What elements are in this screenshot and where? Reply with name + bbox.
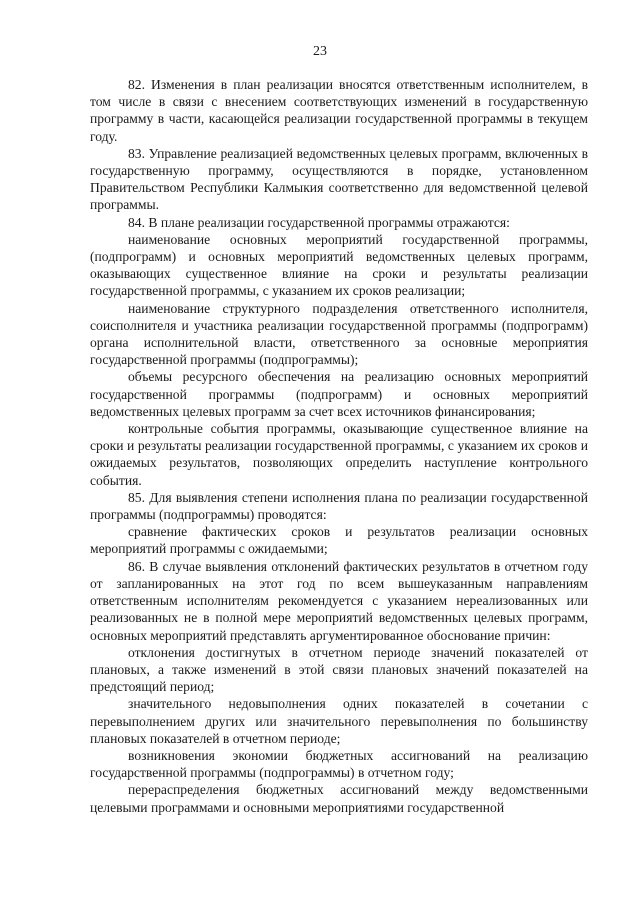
paragraph-83: 83. Управление реализацией ведомственных целевых программ, включенных в государственную программу, осуществляются в порядке, установленном Правительством Республики Калмыкия соответственно для ведомственной целевой программы. <box>90 145 588 213</box>
page-number: 23 <box>313 44 327 59</box>
paragraph-86-item-3: возникновения экономии бюджетных ассигнований на реализацию государственной программы (подпрограммы) в отчетном году; <box>90 747 588 781</box>
paragraph-86-item-1: отклонения достигнутых в отчетном периоде значений показателей от плановых, а также изменений в этой связи плановых значений показателей на предстоящий период; <box>90 644 588 695</box>
paragraph-86-item-2: значительного недовыполнения одних показателей в сочетании с перевыполнением других или значительного перевыполнения по большинству плановых показателей в отчетном периоде; <box>90 696 588 746</box>
paragraph-82: 82. Изменения в план реализации вносятся ответственным исполнителем, в том числе в связи с внесением соответствующих изменений в государственную программу в части, касающейся реализации государственной программы в текущем году. <box>90 77 588 144</box>
paragraph-84-item-4: контрольные события программы, оказывающие существенное влияние на сроки и результаты реализации государственной программы, с указанием их сроков и ожидаемых результатов, позволяющих определить наступление контрольного события. <box>90 421 588 488</box>
paragraph-86: 86. В случае выявления отклонений фактических результатов в отчетном году от запланированных на этот год по всем вышеуказанным направлениям ответственным исполнителям рекомендуется с указанием нереализованных или реализованных не в полной мере мероприятий ведомственных целевых программ, основных мероприятий представлять аргументированное обоснование причин: <box>90 558 588 643</box>
paragraph-85: 85. Для выявления степени исполнения плана по реализации государственной программы (подпрограммы) проводятся: <box>90 489 588 523</box>
paragraph-86-item-4: перераспределения бюджетных ассигнований между ведомственными целевыми программами и основными мероприятиями государственной <box>90 782 588 815</box>
paragraph-84-item-3: объемы ресурсного обеспечения на реализацию основных мероприятий государственной программы (подпрограмм) и основных мероприятий ведомственных целевых программ за счет всех источников финансирования; <box>90 369 588 419</box>
document-body <box>90 76 588 816</box>
paragraph-84-item-2: наименование структурного подразделения ответственного исполнителя, соисполнителя и участника реализации государственной программы (подпрограмм) органа исполнительной власти, ответственного за основные мероприятия государственной программы (подпрограммы); <box>90 300 588 368</box>
paragraph-84: 84. В плане реализации государственной программы отражаются: <box>128 214 510 230</box>
paragraph-84-item-1: наименование основных мероприятий государственной программы, (подпрограмм) и основных мероприятий ведомственных целевых программ, оказывающих существенное влияние на сроки и результаты реализации государственной программы, с указанием их сроков реализации; <box>90 231 588 299</box>
paragraph-85-item-1: сравнение фактических сроков и результатов реализации основных мероприятий программы с ожидаемыми; <box>90 524 588 557</box>
